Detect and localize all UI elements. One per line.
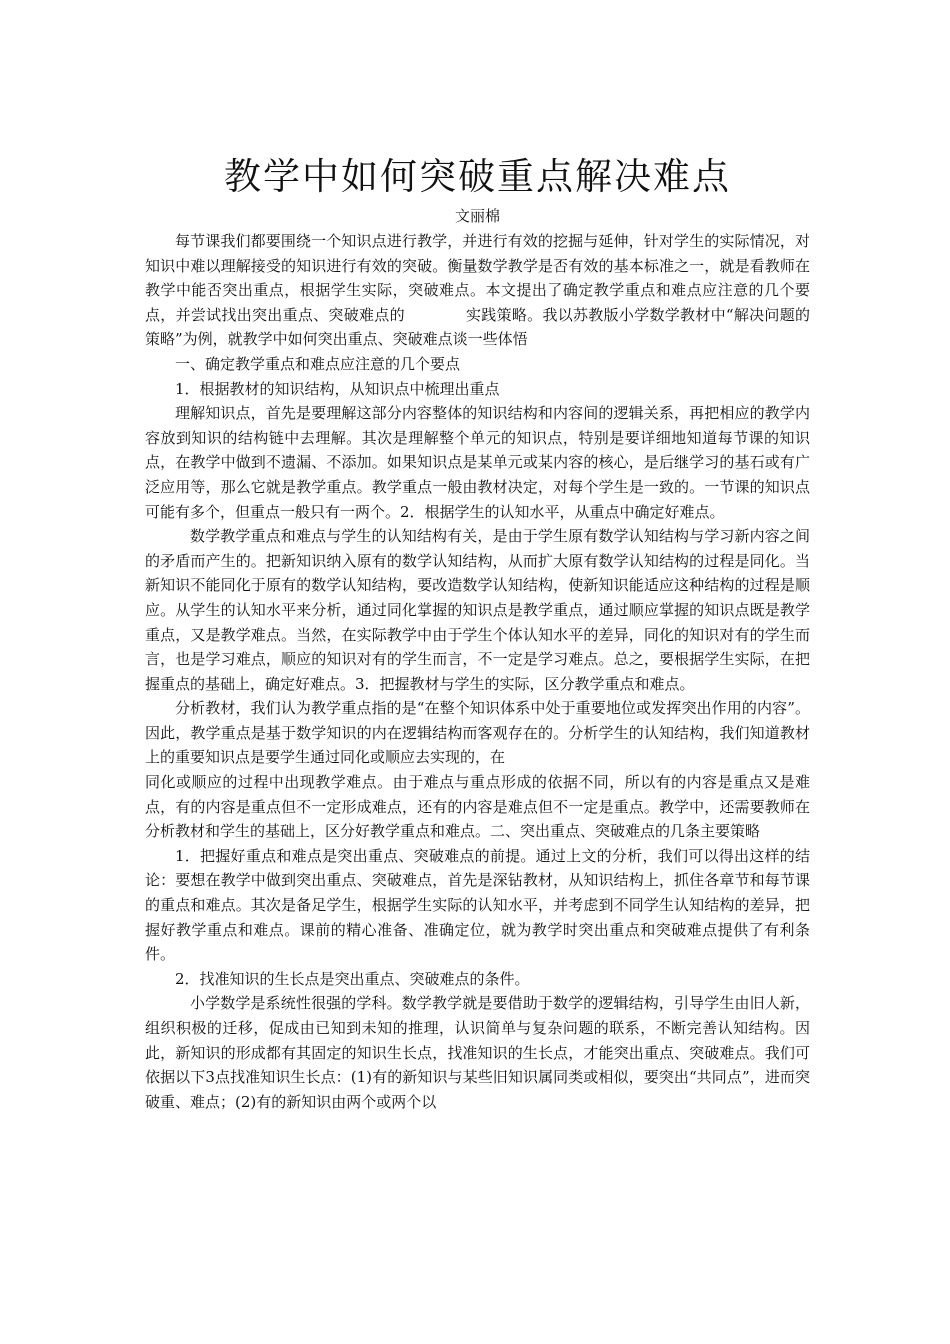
subsection-heading-1: 1．根据教材的知识结构，从知识点中梳理出重点 <box>175 379 500 398</box>
section-heading-1: 一、确定教学重点和难点应注意的几个要点 <box>175 354 461 373</box>
document-author: 文丽棉 <box>454 207 500 225</box>
subsection-heading-2: 2．找准知识的生长点是突出重点、突破难点的条件。 <box>175 969 530 988</box>
paragraph-intro: 每节课我们都要围绕一个知识点进行教学，并进行有效的挖掘与延伸，针对学生的实际情况，对知识中难以理解接受的知识进行有效的突破。衡量数学教学是否有效的基本标准之一，就是看教师在教学中能否突出重点，根据学生实际，突破难点。本文提出了确定教学重点和难点应注意的几个要点，并尝试找出突出重点、突破难点的 实践策略。我以苏教版小学数学教材中“解决问题的策略”为例，就教学中如何突出重点、突破难点谈一些体悟 <box>145 232 810 349</box>
paragraph-body: 理解知识点，首先是要理解这部分内容整体的知识结构和内容间的逻辑关系，再把相应的教学内容放到知识的结构链中去理解。其次是理解整个单元的知识点，特别是要详细地知道每节课的知识点，在教学中做到不遗漏、不添加。如果知识点是某单元或某内容的核心，是后继学习的基石或有广泛应用等，那么它就是教学重点。教学重点一般由教材决定，对每个学生是一致的。一节课的知识点可能有多个，但重点一般只有一两个。2．根据学生的认知水平，从重点中确定好难点。 <box>145 404 810 521</box>
paragraph-body: 数学教学重点和难点与学生的认知结构有关，是由于学生原有数学认知结构与学习新内容之间的矛盾而产生的。把新知识纳入原有的数学认知结构，从而扩大原有数学认知结构的过程是同化。当新知识不能同化于原有的数学认知结构，要改造数学认知结构，使新知识能适应这种结构的过程是顺应。从学生的认知水平来分析，通过同化掌握的知识点是教学重点，通过顺应掌握的知识点既是教学重点，又是教学难点。当然，在实际教学中由于学生个体认知水平的差异，同化的知识对有的学生而言，也是学习难点，顺应的知识对有的学生而言，不一定是学习难点。总之，要根据学生实际，在把握重点的基础上，确定好难点。3．把握教材与学生的实际，区分教学重点和难点。 <box>145 527 810 693</box>
paragraph-body: 同化或顺应的过程中出现教学难点。由于难点与重点形成的依据不同，所以有的内容是重点又是难点，有的内容是重点但不一定形成难点，还有的内容是难点但不一定是重点。教学中，还需要教师在分析教材和学生的基础上，区分好教学重点和难点。二、突出重点、突破难点的几条主要策略 <box>145 773 810 841</box>
document-page <box>145 150 810 1114</box>
document-title: 教学中如何突破重点解决难点 <box>224 155 731 198</box>
paragraph-body: 分析教材，我们认为教学重点指的是“在整个知识体系中处于重要地位或发挥突出作用的内容”。因此，教学重点是基于数学知识的内在逻辑结构而客观存在的。分析学生的认知结构，我们知道教材上的重要知识点是要学生通过同化或顺应去实现的，在 <box>145 699 810 767</box>
paragraph-body: 小学数学是系统性很强的学科。数学教学就是要借助于数学的逻辑结构，引导学生由旧人新，组织积极的迁移，促成由已知到未知的推理，认识简单与复杂问题的联系，不断完善认知结构。因此，新知识的形成都有其固定的知识生长点，找准知识的生长点，才能突出重点、突破难点。我们可依据以下3点找准知识生长点：(1)有的新知识与某些旧知识属同类或相似，要突出“共同点”，进而突破重、难点；(2)有的新知识由两个或两个以 <box>145 994 810 1111</box>
paragraph-body: 1．把握好重点和难点是突出重点、突破难点的前提。通过上文的分析，我们可以得出这样的结论：要想在教学中做到突出重点、突破难点，首先是深钻教材，从知识结构上，抓住各章节和每节课的重点和难点。其次是备足学生，根据学生实际的认知水平，并考虑到不同学生认知结构的差异，把握好教学重点和难点。课前的精心准备、准确定位，就为教学时突出重点和突破难点提供了有利条件。 <box>145 846 810 964</box>
